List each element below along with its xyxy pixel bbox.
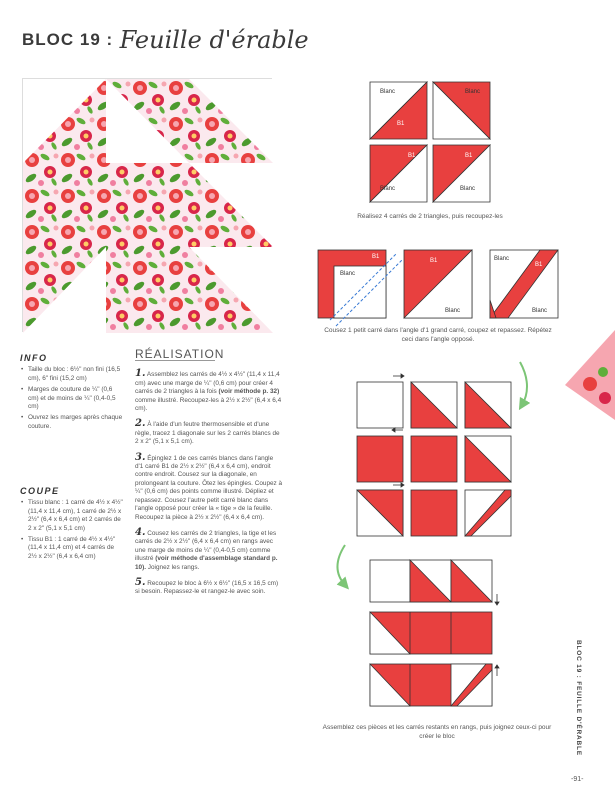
stem-diagram — [318, 250, 558, 326]
label-b1: B1 — [430, 258, 438, 264]
info-item: • Ouvrez les marges après chaque couture. — [20, 414, 124, 431]
label-blanc: Blanc — [445, 308, 461, 314]
page-number: -91- — [571, 776, 584, 783]
step-1: 1. Assemblez les carrés de 4½ x 4½" (11,4 x 11,4 cm) avec une marge de ¼" (0,6 cm) pour créer 4 carrés de 2 triangles à la fois (voir méthode p. 32) comme illustré. Recoupez-les à 2½ x 2½" (6,4 x 6,4 cm). — [135, 368, 282, 413]
label-blanc: Blanc — [380, 89, 396, 95]
caption-stem: Cousez 1 petit carré dans l'angle d'1 grand carré, coupez et repassez. Répétez ceci dans l'angle opposé. — [324, 327, 552, 343]
hst-diagram — [370, 82, 490, 202]
label-blanc: Blanc — [460, 186, 476, 192]
curved-arrow-icon — [520, 362, 527, 405]
label-b1: B1 — [535, 262, 543, 268]
label-b1: B1 — [408, 153, 416, 159]
label-blanc: Blanc — [340, 271, 356, 277]
label-blanc: Blanc — [532, 308, 548, 314]
floral-edge-fragment — [583, 377, 597, 391]
coupe-heading: COUPE — [20, 486, 60, 496]
label-b1: B1 — [372, 254, 380, 260]
info-item: • Taille du bloc : 6½" non fini (16,5 cm), 6" fini (15,2 cm) — [20, 366, 124, 383]
step-4: 4. Cousez les carrés de 2 triangles, la tige et les carrés de 2½ x 2½" (6,4 x 6,4 cm) en rangs avec une marge de moins de ¼" (0,4-0,5 cm) comme illustré (voir méthode d'assemblage standard p. 10). Joignez les rangs. — [135, 526, 278, 571]
running-title: BLOC 19 : FEUILLE D'ÉRABLE — [575, 640, 582, 756]
caption-assembly: Assemblez ces pièces et les carrés restants en rangs, puis joignez ceux-ci pour créer le bloc — [322, 724, 552, 740]
grid-layout-diagram — [357, 382, 511, 536]
block-name: Feuille d'érable — [119, 26, 309, 54]
floral-edge-fragment — [598, 367, 608, 377]
coupe-item: • Tissu B1 : 1 carré de 4½ x 4½" (11,4 x 11,4 cm) et 4 carrés de 2½ x 2½" (6,4 x 6,4 cm) — [20, 536, 124, 561]
curved-arrow-icon — [337, 545, 345, 585]
label-b1: B1 — [465, 153, 473, 159]
label-blanc: Blanc — [380, 186, 396, 192]
caption-hst: Réalisez 4 carrés de 2 triangles, puis recoupez-les — [357, 213, 503, 220]
realisation-heading: RÉALISATION — [135, 347, 225, 361]
step-5: 5. Recoupez le bloc à 6½ x 6½" (16,5 x 16,5 cm) si besoin. Repassez-le et rangez-le avec soin. — [135, 576, 279, 596]
rows-joined-diagram — [370, 560, 492, 706]
label-b1: B1 — [397, 121, 405, 127]
step-3: 3. Épinglez 1 de ces carrés blancs dans l'angle d'1 carré B1 de 2½ x 2½" (6,4 x 6,4 cm), endroit contre endroit. Cousez sur la diagonale, en prolongeant la couture. Ôtez les épingles. Coupez à ¼" (0,6 cm) des points comme illustré. Dépliez et repassez. Cousez l'autre petit carré blanc dans l'angle opposé pour créer la « tige » de la feuille. Recoupez la pièce à 2½ x 2½" (6,4 x 6,4 cm). — [135, 451, 283, 521]
label-b1: B1 — [445, 121, 453, 127]
row-direction-arrows — [495, 594, 499, 676]
step-2: 2. À l'aide d'un feutre thermosensible et d'une règle, tracez 1 diagonale sur les 2 carrés blancs de 2 x 2" (5,1 x 5,1 cm). — [135, 418, 280, 446]
label-blanc: Blanc — [465, 89, 481, 95]
bloc-number-label: BLOC 19 : — [22, 30, 114, 49]
label-blanc: Blanc — [494, 256, 510, 262]
floral-edge-fragment — [599, 392, 611, 404]
info-heading: INFO — [20, 353, 48, 363]
coupe-item: • Tissu blanc : 1 carré de 4½ x 4½" (11,4 x 11,4 cm), 1 carré de 2½ x 2½" (6,4 x 6,4 cm) et 2 carrés de 2 x 2" (5,1 x 5,1 cm) — [20, 499, 124, 533]
info-item: • Marges de couture de ¼" (0,6 cm) et de moins de ¼" (0,4-0,5 cm) — [20, 386, 124, 411]
floral-edge-fragment — [565, 330, 615, 420]
